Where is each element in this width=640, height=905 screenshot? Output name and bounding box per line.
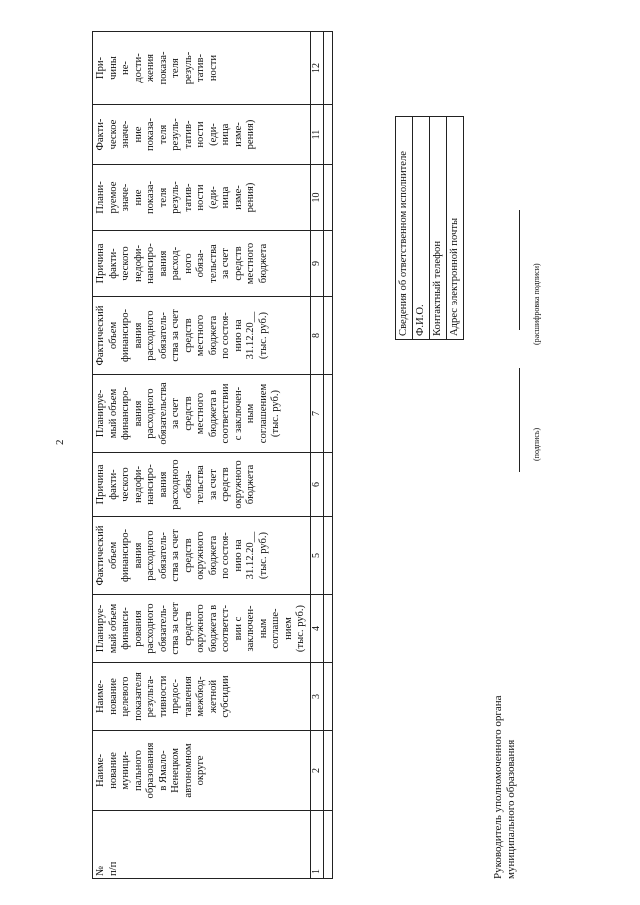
contact-title: Сведения об ответственном исполнителе bbox=[396, 117, 413, 340]
col-header-planned-district: Планируе- мый объем финанси- рования расходного обязатель- ства за счет средств окружного бюджета в соответст- вии с заключен- ным соглаше- нием (тыс. руб.) bbox=[93, 595, 311, 663]
index-cell: 7 bbox=[310, 375, 323, 453]
signatory-title-line2: муниципального образования bbox=[505, 739, 517, 879]
empty-cell bbox=[323, 32, 332, 105]
empty-cell bbox=[323, 517, 332, 595]
empty-cell bbox=[323, 297, 332, 375]
empty-cell bbox=[323, 731, 332, 811]
empty-cell bbox=[323, 105, 332, 165]
index-row bbox=[310, 32, 323, 879]
contact-fio: Ф.И.О. bbox=[413, 117, 430, 340]
index-cell: 1 bbox=[310, 811, 323, 879]
contact-email: Адрес электронной почты bbox=[447, 117, 464, 340]
index-cell: 3 bbox=[310, 663, 323, 731]
col-header-planned-indicator: Плани- руемое значе- ние показа- теля резуль- татив- ности (еди- ница изме- рения) bbox=[93, 165, 311, 231]
contact-phone: Контактный телефон bbox=[430, 117, 447, 340]
col-header-actual-district: Фактический объем финансиро- вания расходного обязатель- ства за счет средств окружного бюджета по состоя- нию на 31.12.20__ (тыс. руб.) bbox=[93, 517, 311, 595]
empty-cell bbox=[323, 663, 332, 731]
signatory-title bbox=[492, 619, 518, 879]
index-cell: 11 bbox=[310, 105, 323, 165]
header-row bbox=[93, 32, 311, 879]
col-header-actual-indicator: Факти- ческое значе- ние показа- теля резуль- татив- ности (еди- ница изме- рения) bbox=[93, 105, 311, 165]
col-header-actual-local: Фактический объем финансиро- вания расходного обязатель- ства за счет средств местного бюджета по состоя- нию на 31.12.20__ (тыс. руб.) bbox=[93, 297, 311, 375]
col-header-municipality: Наиме- нование муници- пального образования в Ямало- Ненецком автономном округе bbox=[93, 731, 311, 811]
empty-cell bbox=[323, 453, 332, 517]
page-number: 2 bbox=[54, 439, 66, 445]
empty-cell bbox=[323, 811, 332, 879]
col-header-reason-local: Причина факти- ческого недофи- нансиро- вания расход- ного обяза- тельства за счет средств местного бюджета bbox=[93, 231, 311, 297]
col-header-number: № п/п bbox=[93, 811, 311, 879]
empty-data-row bbox=[323, 32, 332, 879]
index-cell: 10 bbox=[310, 165, 323, 231]
signatory-title-line1: Руководитель уполномоченного органа bbox=[492, 695, 504, 879]
index-cell: 12 bbox=[310, 32, 323, 105]
col-header-reason-district: Причина факти- ческого недофи- нансиро- вания расходного обяза- тельства за счет средств окружного бюджета bbox=[93, 453, 311, 517]
col-header-planned-local: Планируе- мый объем финансиро- вания расходного обязательства за счет средств местного бюджета в соответствии с заключен- ным соглашением (тыс. руб.) bbox=[93, 375, 311, 453]
index-cell: 2 bbox=[310, 731, 323, 811]
index-cell: 8 bbox=[310, 297, 323, 375]
empty-cell bbox=[323, 165, 332, 231]
index-cell: 9 bbox=[310, 231, 323, 297]
empty-cell bbox=[323, 231, 332, 297]
contact-table bbox=[395, 116, 464, 340]
report-table bbox=[92, 31, 333, 879]
signature-line bbox=[519, 368, 521, 472]
index-cell: 6 bbox=[310, 453, 323, 517]
index-cell: 4 bbox=[310, 595, 323, 663]
decoding-caption: (расшифровка подписи) bbox=[532, 263, 541, 345]
empty-cell bbox=[323, 595, 332, 663]
col-header-indicator: Наиме- нование целевого показателя результа- тивности предос- тавления межбюд- жетной субсидии bbox=[93, 663, 311, 731]
empty-cell bbox=[323, 375, 332, 453]
index-cell: 5 bbox=[310, 517, 323, 595]
decoding-line bbox=[519, 210, 521, 330]
col-header-reasons: При- чины не- дости- жения показа- теля резуль- татив- ности bbox=[93, 32, 311, 105]
signature-caption: (подпись) bbox=[532, 427, 541, 461]
